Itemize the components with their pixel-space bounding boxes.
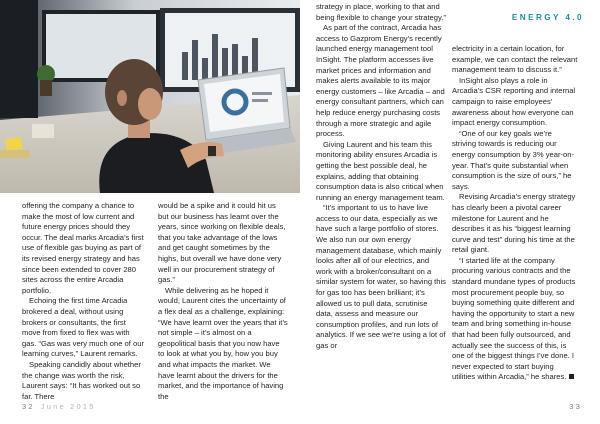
photo-illustration — [0, 0, 300, 193]
paragraph — [452, 256, 578, 383]
paragraph: As part of the contract, Arcadia has access to Gazprom Energy’s recently launched energy management tool InSight. The platform accesses live market prices and information and makes alerts available to its major energy customers – like Arcadia – and energy consultant partners, which can help reduce energy purchasing costs through a more strategic and agile process. — [316, 23, 445, 139]
paragraph: Giving Laurent and his team this monitoring ability ensures Arcadia is getting the best possible deal, he explains, adding that obtaining consumption data is also critical when running an energy management team. — [316, 139, 445, 202]
paragraph: While delivering as he hoped it would, Laurent cites the uncertainty of a flex deal as a challenge, explaining: “We have learnt over the years that it’s not simple – it’s almost on a geopolitical basis that you now have to look at what you by, how you buy and what impacts the market. We have learnt about the drivers for the market, and the importance of having the — [158, 285, 288, 401]
paragraph: would be a spike and it could hit us but our business has learnt over the years, since working on flexible deals, that you take advantage of the lows and get caught sometimes by the highs, but overall we have done very well in our procurement strategy of gas.” — [158, 201, 286, 285]
article-column-2 — [158, 201, 288, 402]
paragraph: offering the company a chance to make the most of low current and future energy prices should they occur. The deal marks Arcadia’s first use of flexible gas buying as part of its revised energy strategy and has since been extended to cover 280 sites across the entire Arcadia portfolio. — [22, 201, 144, 295]
paragraph: “One of our key goals we’re striving towards is reducing our energy consumption by 3% year-on-year. That’s quite substantial when consumption is the size of ours,” he says. — [452, 128, 574, 191]
paragraph: “It’s important to us to have live access to our data, especially as we have such a large portfolio of stores. We also run our own energy management database, which mainly looks after all of our electrics, and work with a broker/consultant on a similar system for water, so having this for gas too has been brilliant; it’s allowed us to pull data, scrutinise data, assess and measure our consumption profiles, and run lots of analytics. If we see we’re using a lot of gas or — [316, 203, 446, 350]
article-column-3 — [316, 2, 446, 352]
issue-date: June 2015 — [40, 402, 96, 411]
section-header-tag: ENERGY 4.0 — [511, 13, 584, 22]
end-of-article-mark — [569, 374, 574, 379]
article-column-4 — [452, 44, 578, 383]
footer-left — [22, 402, 96, 411]
paragraph: Speaking candidly about whether the change was worth the risk, Laurent says: “It has worked out so far. There — [22, 359, 141, 401]
paragraph-text: “I started life at the company procuring various contracts and the standard mundane types of products most procurement people buy, so buying something quite different and having the opportunity to start a new team and bring something in-house that had been fully outsourced, and actually see the success of this, is one of the biggest things I’ve done. I never expected to start buying utilities within Arcadia,” he shares. — [452, 255, 576, 382]
paragraph: electricity in a certain location, for example, we can contact the relevant management team to discuss it.” — [452, 44, 578, 75]
paragraph: strategy in place, working to that and being flexible to change your strategy.” — [316, 2, 446, 22]
paragraph: InSight also plays a role in Arcadia’s CSR reporting and internal campaign to raise employees’ awareness about how everyone can impact energy consumption. — [452, 75, 576, 128]
page-number-left: 32 — [22, 402, 35, 411]
page-number-right: 33 — [569, 402, 582, 411]
paragraph: Revising Arcadia’s energy strategy has clearly been a pivotal career milestone for Laurent and he describes it as his “biggest learning curve and test” during his time at the retail giant. — [452, 192, 576, 255]
article-column-1 — [22, 201, 144, 402]
paragraph: Echoing the first time Arcadia brokered a deal, without using brokers or consultants, the first move from fixed to flex was with gas. “Gas was very much one of our learning curves,” Laurent remarks. — [22, 296, 144, 359]
article-photo — [0, 0, 300, 193]
footer-right — [569, 402, 582, 411]
